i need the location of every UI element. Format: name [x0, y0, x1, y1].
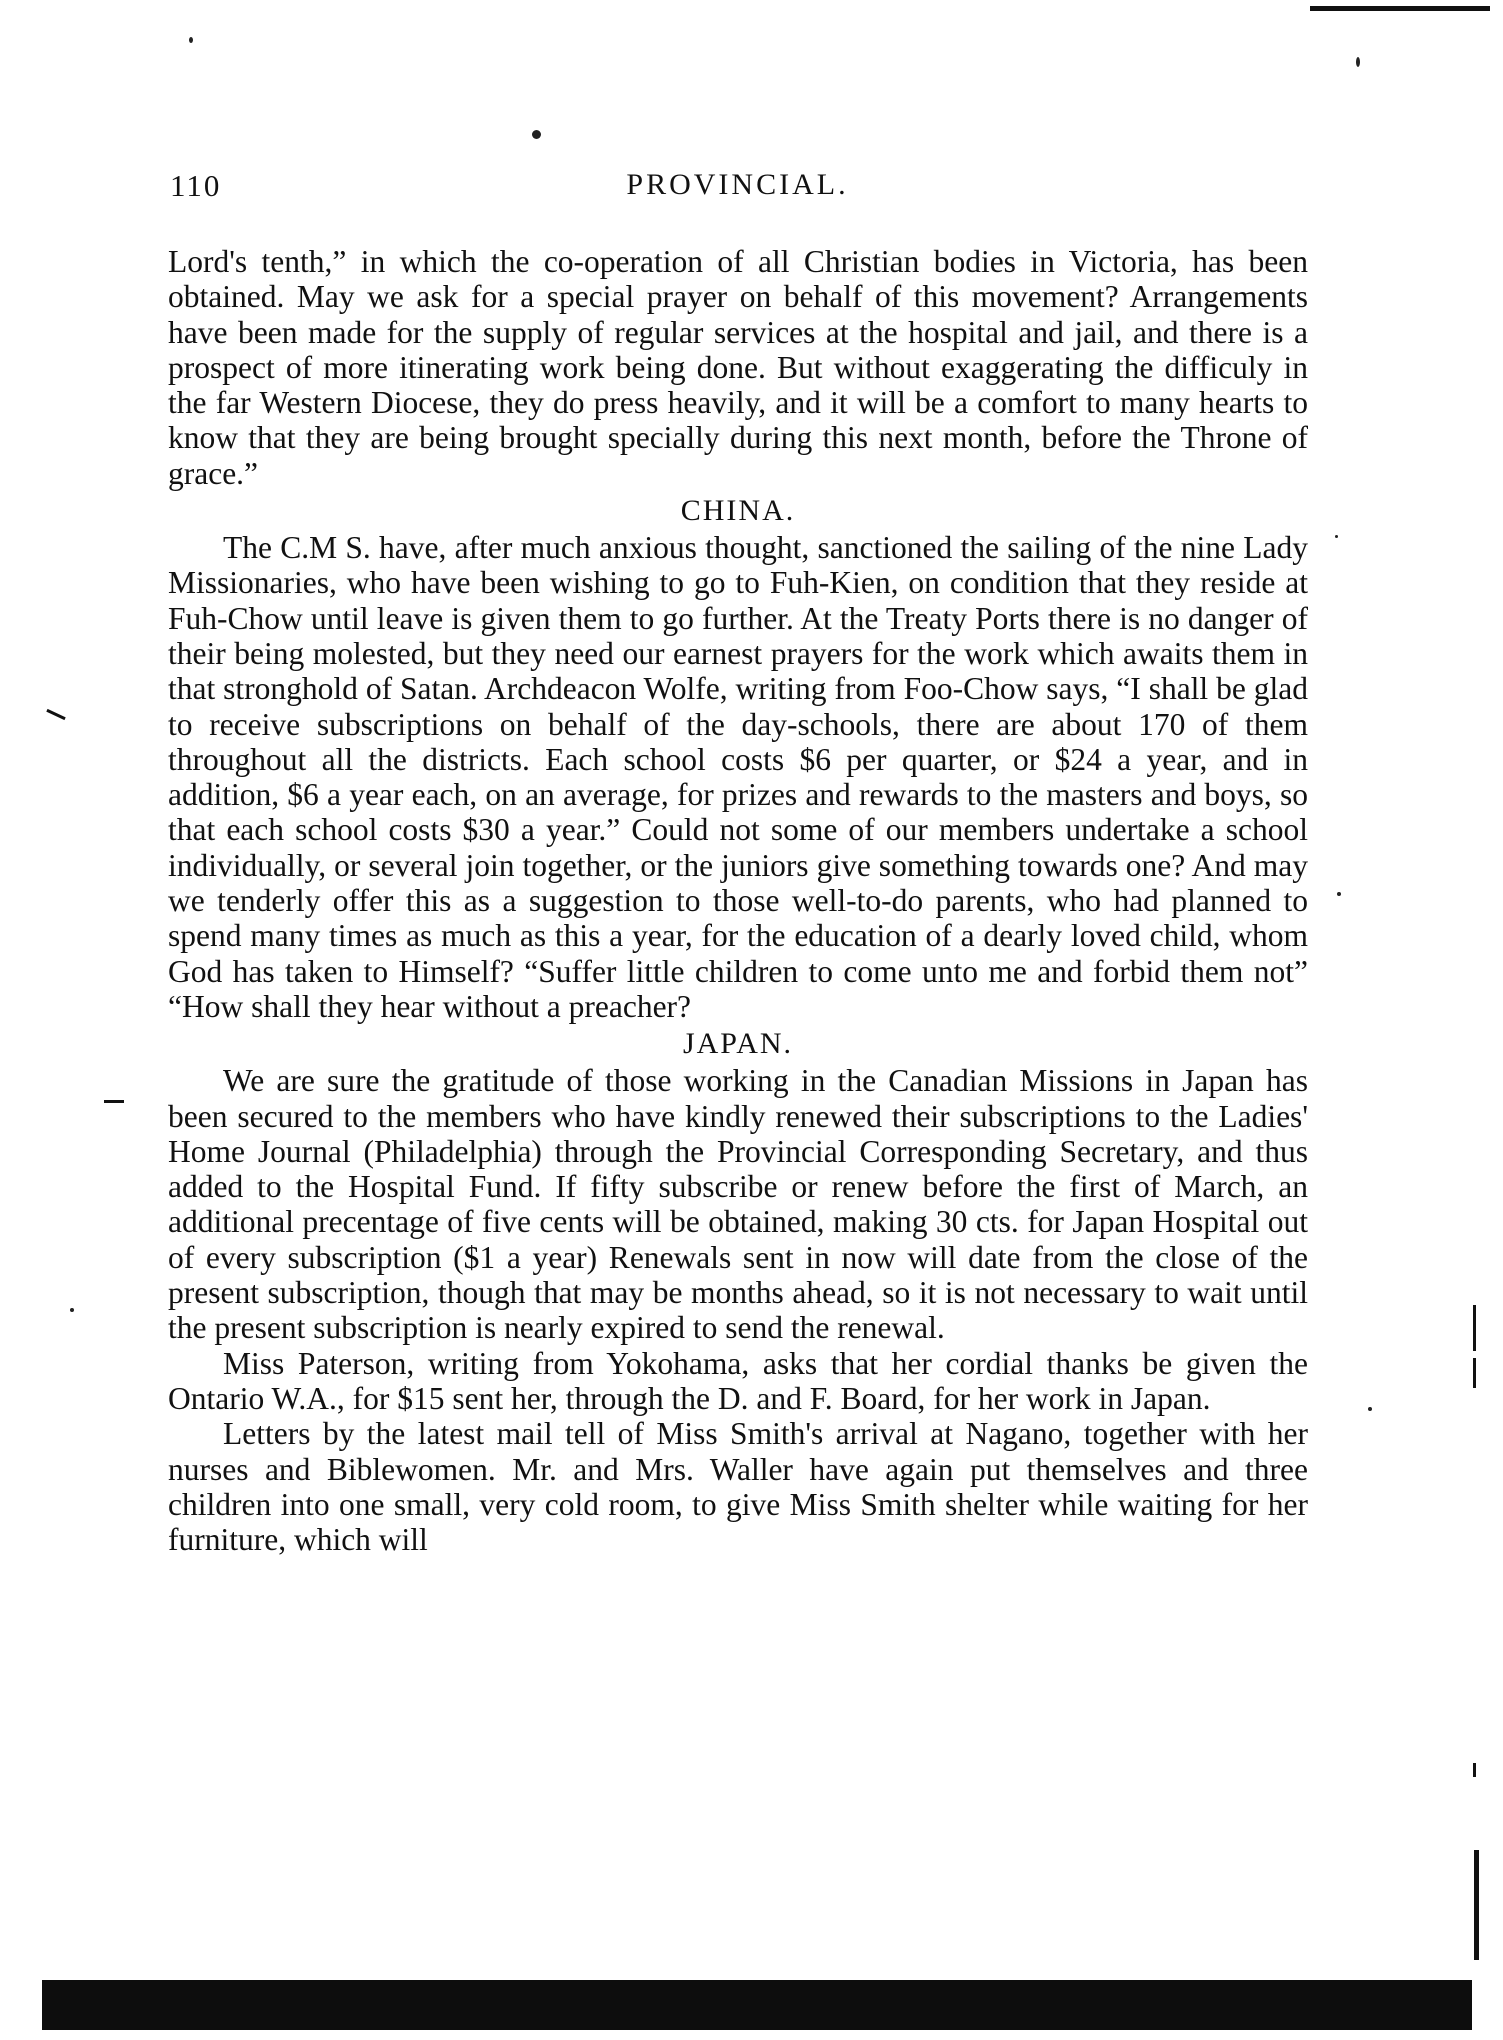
paragraph: We are sure the gratitude of those working in the Canadian Missions in Japan has been secured to the members who have kindly renewed their subscriptions to the Ladies' Home Journal (Philadelphia) through the Provincial Corresponding Secretary, and thus added to the Hospital Fund. If fifty subscribe or renew before the first of March, an additional precentage of five cents will be obtained, making 30 cts. for Japan Hospital out of every subscription ($1 a year) Renewals sent in now will date from the close of the present subscription, though that may be months ahead, so it is not necessary to wait until the present subscription is nearly expired to send the renewal.	[168, 1063, 1308, 1346]
paragraph: Miss Paterson, writing from Yokohama, asks that her cordial thanks be given the Ontario W.A., for $15 sent her, through the D. and F. Board, for her work in Japan.	[168, 1345, 1308, 1416]
scan-mark	[104, 1100, 124, 1103]
scan-speck	[532, 130, 541, 139]
scan-speck	[70, 1308, 74, 1312]
page-header	[170, 168, 1305, 212]
scan-speck	[1356, 57, 1360, 67]
scan-speck	[189, 37, 193, 43]
section-heading: CHINA.	[680, 494, 796, 528]
bottom-scan-edge	[42, 1980, 1472, 2030]
scan-speck	[1335, 535, 1338, 538]
paragraph: Lord's tenth,” in which the co-operation of all Christian bodies in Victoria, has been obtained. May we ask for a special prayer on behalf of this movement? Arrangements have been made for the supply of regular services at the hospital and jail, and there is a prospect of more itinerating work being done. But without exaggerating the difficuly in the far Western Diocese, they do press heavily, and it will be a comfort to many hearts to know that they are being brought specially during this next month, before the Throne of grace.”	[168, 244, 1308, 491]
scan-speck	[1368, 1407, 1372, 1411]
section-heading: JAPAN.	[682, 1027, 794, 1061]
scan-mark	[1474, 1850, 1479, 1960]
scan-mark	[1473, 1305, 1476, 1351]
paragraph: The C.M S. have, after much anxious thought, sanctioned the sailing of the nine Lady Missionaries, who have been wishing to go to Fuh-Kien, on condition that they reside at Fuh-Chow until leave is given them to go further. At the Treaty Ports there is no danger of their being molested, but they need our earnest prayers for the work which awaits them in that stronghold of Satan. Archdeacon Wolfe, writing from Foo-Chow says, “I shall be glad to receive subscriptions on behalf of the day-schools, there are about 170 of them throughout all the districts. Each school costs $6 per quarter, or $24 a year, and in addition, $6 a year each, on an average, for prizes and rewards to the masters and boys, so that each school costs $30 a year.” Could not some of our members undertake a school individually, or several join together, or the juniors give something towards one? And may we tenderly offer this as a suggestion to those well-to-do parents, who had planned to spend many times as much as this a year, for the education of a dearly loved child, whom God has taken to Himself? “Suffer little children to come unto me and forbid them not” “How shall they hear without a preacher?	[168, 530, 1308, 1024]
top-edge-rule	[1310, 6, 1490, 11]
page-number: 110	[170, 168, 222, 203]
scan-mark	[46, 709, 65, 720]
scan-speck	[1337, 892, 1341, 896]
body-text	[168, 244, 1308, 1557]
scan-mark	[1473, 1358, 1476, 1388]
scan-mark	[1473, 1763, 1476, 1777]
running-head: PROVINCIAL.	[626, 168, 849, 201]
paragraph: Letters by the latest mail tell of Miss Smith's arrival at Nagano, together with her nurses and Biblewomen. Mr. and Mrs. Waller have again put themselves and three children into one small, very cold room, to give Miss Smith shelter while waiting for her furniture, which will	[168, 1416, 1308, 1558]
